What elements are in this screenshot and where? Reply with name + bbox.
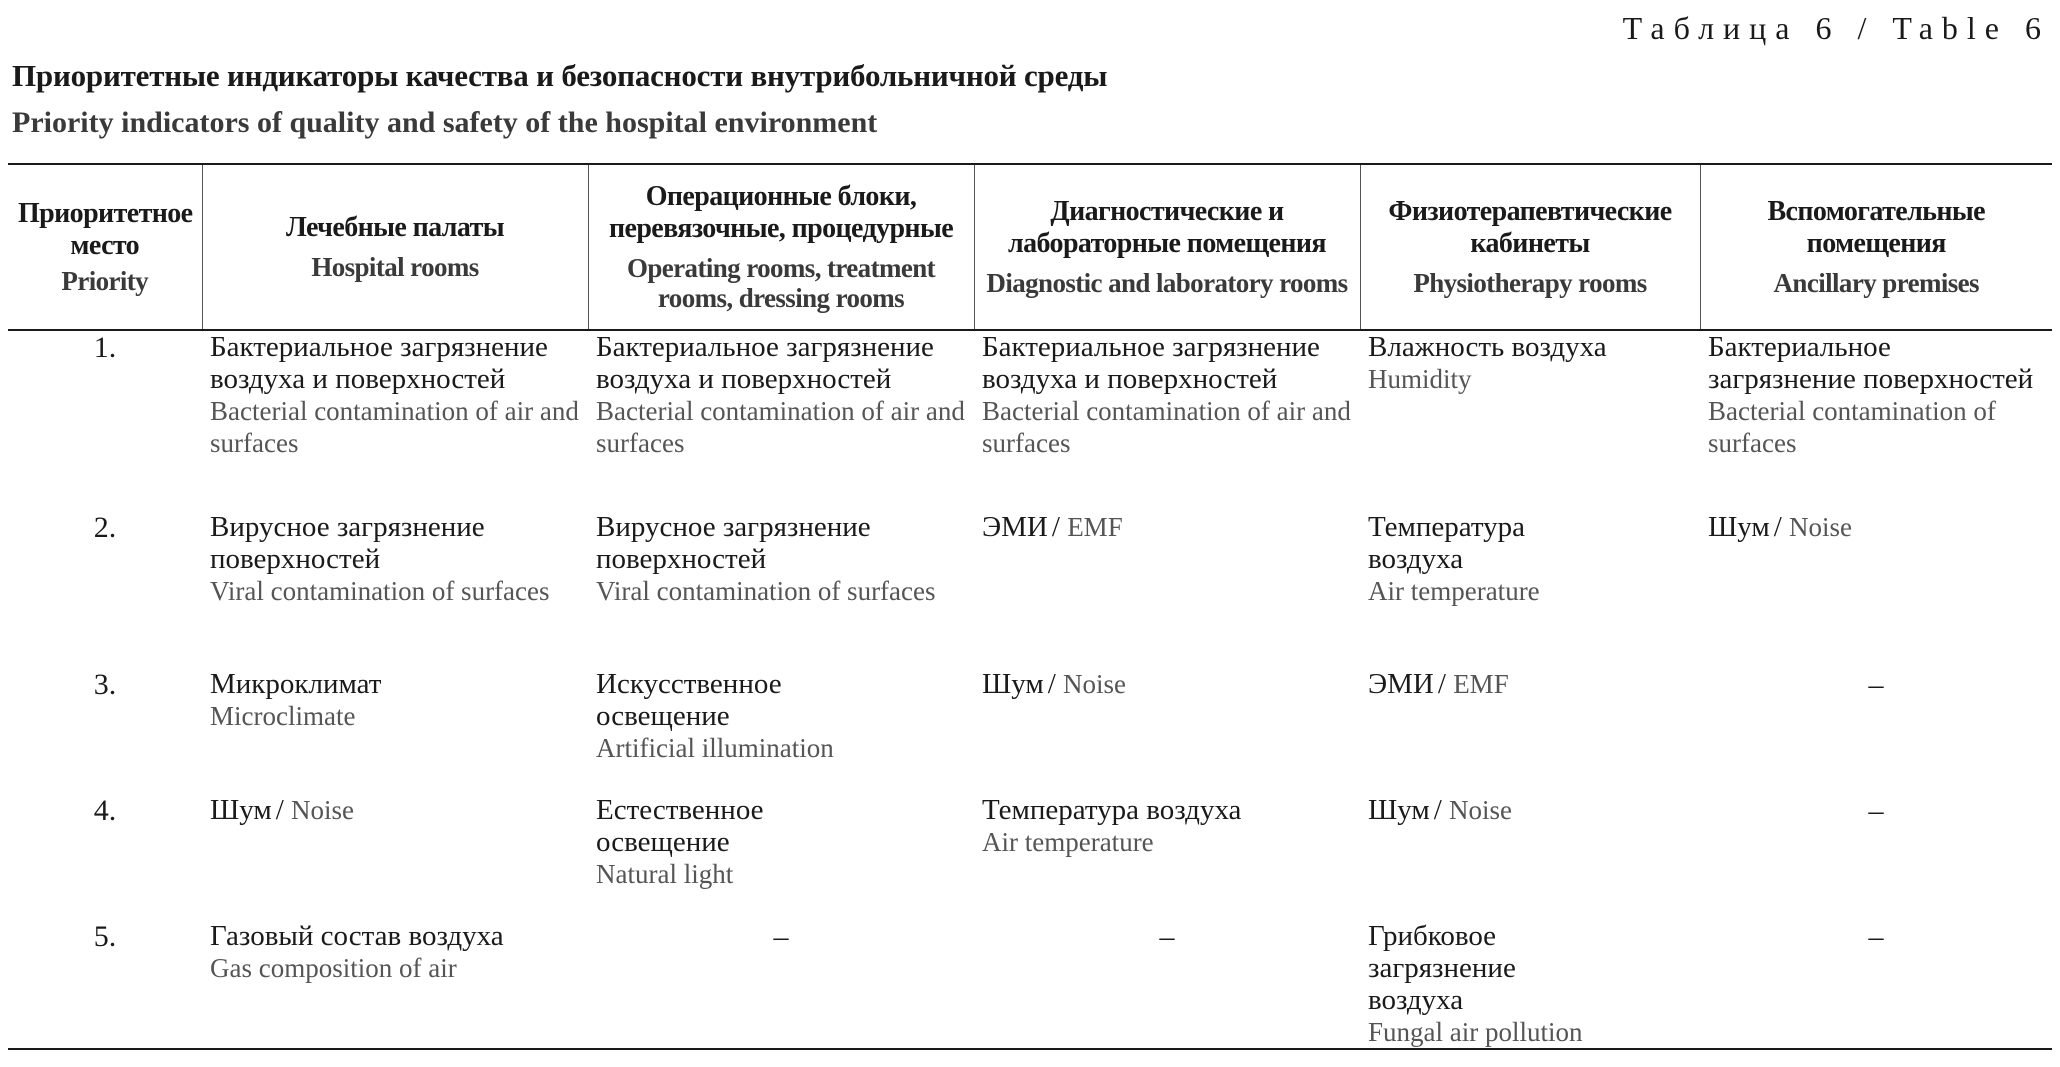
- table-cell: [202, 330, 588, 511]
- table-cell: [1360, 330, 1700, 511]
- table-cell: [202, 511, 588, 668]
- cell-text-ru: Искусственное освещение: [596, 668, 782, 732]
- table-cell: [1700, 330, 2052, 511]
- table-cell: [1360, 668, 1700, 794]
- cell-inline: [982, 668, 1352, 701]
- cell-text-en: Microclimate: [210, 701, 356, 731]
- table-cell: [588, 330, 974, 511]
- table-row: [8, 668, 2052, 794]
- priority-rank: 5.: [8, 920, 202, 1049]
- table-cell: [202, 794, 588, 920]
- header-operating-rooms-ru: Операционные блоки, перевязочные, процедурные: [608, 181, 954, 244]
- header-physiotherapy: [1360, 164, 1700, 330]
- cell-inline: [982, 511, 1352, 544]
- cell-text-ru: Шум: [1708, 511, 1770, 543]
- header-ancillary-en: Ancillary premises: [1773, 268, 1979, 298]
- table-row: [8, 794, 2052, 920]
- table-header: [8, 164, 2052, 330]
- cell-text-en: Natural light: [596, 859, 734, 889]
- priority-indicators-table: [8, 163, 2052, 1050]
- separator-slash: /: [275, 794, 292, 826]
- table-cell: [1360, 794, 1700, 920]
- header-diagnostic: [974, 164, 1360, 330]
- header-hospital-rooms-ru: Лечебные палаты: [285, 212, 505, 243]
- priority-rank: 4.: [93, 794, 117, 827]
- table-cell: [202, 668, 588, 794]
- cell-text-en: EMF: [1453, 669, 1509, 699]
- cell-text-ru: ЭМИ: [982, 511, 1048, 543]
- empty-cell-dash: –: [588, 920, 974, 1049]
- table-body: [8, 330, 2052, 1049]
- cell-text-ru: Микроклимат: [210, 668, 382, 700]
- cell-text-ru: Бактериальное загрязнение воздуха и поверхностей: [596, 331, 934, 395]
- cell-text-ru: Бактериальное загрязнение воздуха и поверхностей: [210, 331, 548, 395]
- header-operating-rooms: [588, 164, 974, 330]
- table-title-en: Priority indicators of quality and safety of the hospital environment: [12, 106, 878, 139]
- header-operating-rooms-en: Operating rooms, treatment rooms, dressing rooms: [626, 253, 936, 313]
- cell-text-ru: Шум: [210, 794, 272, 826]
- cell-text-en: Gas composition of air: [210, 953, 457, 983]
- table-cell: [974, 668, 1360, 794]
- table-cell: [588, 668, 974, 794]
- cell-text-en: Noise: [1449, 795, 1513, 825]
- separator-slash: /: [1433, 794, 1450, 826]
- header-hospital-rooms-en: Hospital rooms: [311, 252, 479, 282]
- table-cell: [1700, 511, 2052, 668]
- cell-text-en: Humidity: [1368, 364, 1472, 394]
- cell-text-ru: Шум: [982, 668, 1044, 700]
- cell-text-en: Viral contamination of surfaces: [596, 576, 936, 606]
- cell-text-en: Bacterial contamination of air and surfaces: [596, 396, 965, 458]
- header-diagnostic-en: Diagnostic and laboratory rooms: [986, 268, 1348, 298]
- empty-cell-dash: –: [1700, 920, 2052, 1049]
- separator-slash: /: [1047, 668, 1064, 700]
- cell-text-en: Air temperature: [1368, 576, 1540, 606]
- table-row: [8, 330, 2052, 511]
- cell-text-ru: Температура воздуха: [1368, 511, 1526, 575]
- header-physiotherapy-ru: Физиотерапевтические кабинеты: [1388, 196, 1672, 259]
- header-diagnostic-ru: Диагностические и лабораторные помещения: [1008, 196, 1326, 259]
- cell-text-ru: Газовый состав воздуха: [210, 920, 504, 952]
- table-title-ru: Приоритетные индикаторы качества и безопасности внутрибольничной среды: [12, 58, 1108, 93]
- table-cell: [974, 511, 1360, 668]
- cell-text-en: Bacterial contamination of surfaces: [1708, 396, 1996, 458]
- priority-rank: 3.: [93, 668, 117, 701]
- cell-text-ru: Вирусное загрязнение поверхностей: [596, 511, 871, 575]
- cell-text-ru: Бактериальное загрязнение воздуха и поверхностей: [982, 331, 1320, 395]
- priority-rank: 1.: [93, 331, 117, 364]
- cell-text-en: Bacterial contamination of air and surfaces: [210, 396, 579, 458]
- cell-text-ru: Бактериальное загрязнение поверхностей: [1708, 331, 2034, 395]
- cell-text-en: Fungal air pollution: [1368, 1017, 1583, 1047]
- cell-text-ru: Влажность воздуха: [1368, 331, 1607, 363]
- cell-inline: [210, 794, 580, 827]
- cell-text-en: Noise: [291, 795, 355, 825]
- cell-text-ru: Шум: [1368, 794, 1430, 826]
- cell-inline: [1368, 668, 1692, 701]
- table-cell: [202, 920, 588, 1049]
- cell-text-ru: Грибковое загрязнение воздуха: [1368, 920, 1516, 1016]
- table-cell: [588, 794, 974, 920]
- cell-text-en: Artificial illumination: [596, 733, 834, 763]
- cell-text-ru: Вирусное загрязнение поверхностей: [210, 511, 485, 575]
- cell-text-en: Viral contamination of surfaces: [210, 576, 550, 606]
- empty-cell-dash: –: [1868, 794, 1884, 827]
- header-row: [8, 164, 2052, 330]
- header-priority-en: Priority: [61, 266, 149, 296]
- cell-text-ru: Естественное освещение: [596, 794, 764, 858]
- cell-text-ru: Температура воздуха: [982, 794, 1242, 826]
- empty-cell-dash: –: [974, 920, 1360, 1049]
- cell-text-en: Noise: [1063, 669, 1127, 699]
- header-priority-ru: Приоритетное место: [18, 198, 193, 261]
- empty-cell-dash: –: [1868, 668, 1884, 701]
- header-ancillary-ru: Вспомогательные помещения: [1767, 196, 1986, 259]
- separator-slash: /: [1051, 511, 1068, 543]
- table-cell: [1360, 920, 1700, 1049]
- table-cell: [974, 330, 1360, 511]
- table-number-label: Таблица 6 / Table 6: [1622, 10, 2050, 46]
- table-cell: [974, 794, 1360, 920]
- header-physiotherapy-en: Physiotherapy rooms: [1413, 268, 1647, 298]
- table-row: [8, 920, 2052, 1049]
- cell-text-ru: ЭМИ: [1368, 668, 1434, 700]
- separator-slash: /: [1437, 668, 1454, 700]
- table-cell: [588, 511, 974, 668]
- cell-text-en: Bacterial contamination of air and surfaces: [982, 396, 1351, 458]
- cell-inline: [1368, 794, 1692, 827]
- table-cell: [1360, 511, 1700, 668]
- separator-slash: /: [1773, 511, 1790, 543]
- cell-inline: [1708, 511, 2044, 544]
- header-ancillary: [1700, 164, 2052, 330]
- header-priority: [8, 164, 202, 330]
- header-hospital-rooms: [202, 164, 588, 330]
- cell-text-en: Noise: [1789, 512, 1853, 542]
- table-row: [8, 511, 2052, 668]
- cell-text-en: EMF: [1067, 512, 1123, 542]
- cell-text-en: Air temperature: [982, 827, 1154, 857]
- priority-rank: 2.: [93, 511, 117, 544]
